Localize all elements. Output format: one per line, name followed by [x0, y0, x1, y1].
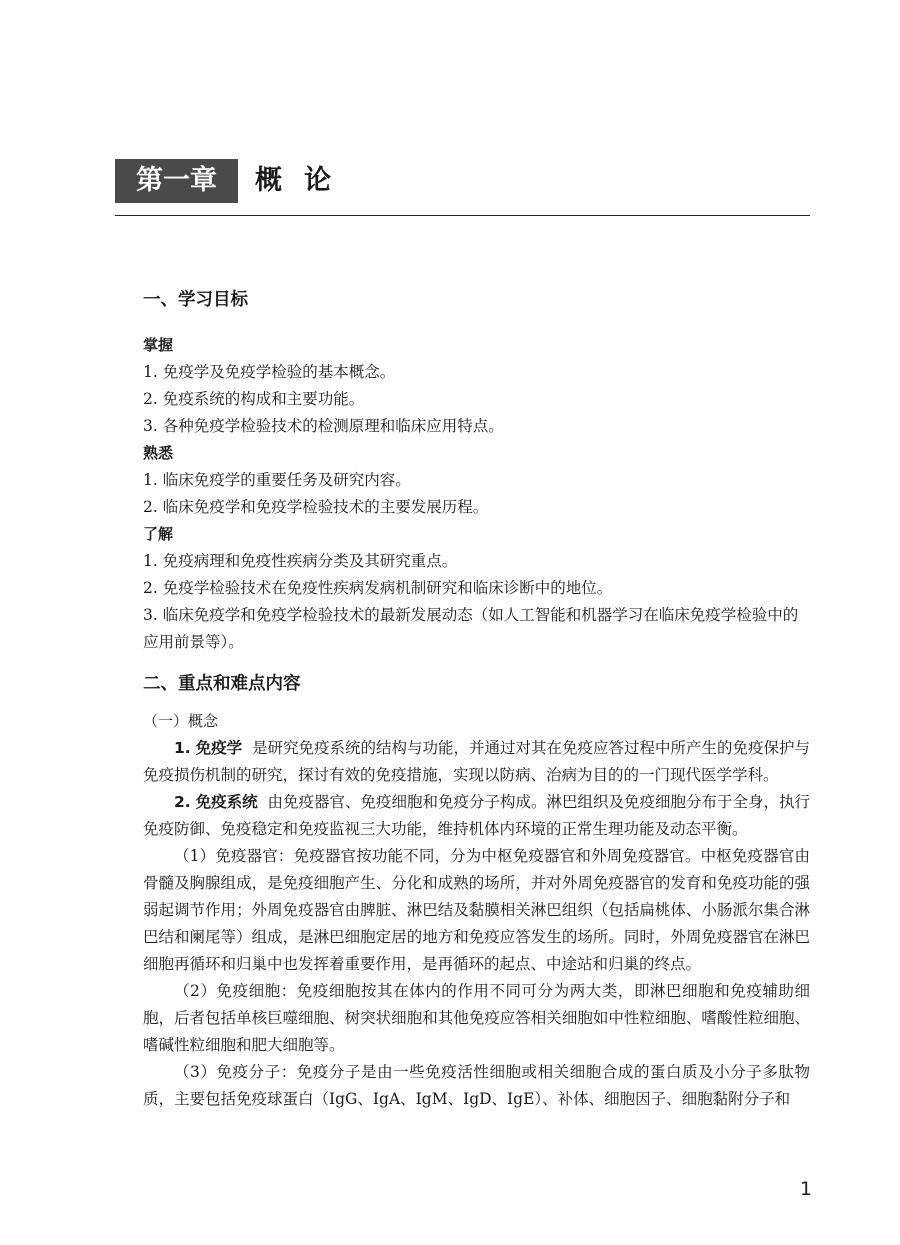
chapter-header	[115, 159, 810, 216]
paragraph-immune-organs: （1）免疫器官：免疫器官按功能不同，分为中枢免疫器官和外周免疫器官。中枢免疫器官由骨髓及胸腺组成，是免疫细胞产生、分化和成熟的场所，并对外周免疫器官的发育和免疫功能的强弱起调节作用；外周免疫器官由脾脏、淋巴结及黏膜相关淋巴组织（包括扁桃体、小肠派尔集合淋巴结和阑尾等）组成，是淋巴细胞定居的地方和免疫应答发生的场所。同时，外周免疫器官在淋巴细胞再循环和归巢中也发挥着重要作用，是再循环的起点、中途站和归巢的终点。	[143, 847, 810, 973]
subsection-concepts: （一）概念	[143, 712, 219, 730]
paragraph-immune-molecules: （3）免疫分子：免疫分子是由一些免疫活性细胞或相关细胞合成的蛋白质及小分子多肽物质，主要包括免疫球蛋白（IgG、IgA、IgM、IgD、IgE）、补体、细胞因子、细胞黏附分子和	[143, 1063, 810, 1108]
objective-heading-familiar: 熟悉	[143, 444, 174, 462]
term-immune-system: 免疫系统	[195, 793, 258, 811]
page-number: 1	[799, 1178, 812, 1200]
objective-item: 2. 临床免疫学和免疫学检验技术的主要发展历程。	[143, 498, 489, 516]
definition-immune-system	[143, 789, 810, 843]
chapter-label: 第一章	[115, 159, 238, 203]
objective-item: 2. 免疫系统的构成和主要功能。	[143, 390, 365, 408]
paragraph-immune-cells: （2）免疫细胞：免疫细胞按其在体内的作用不同可分为两大类，即淋巴细胞和免疫辅助细胞，后者包括单核巨噬细胞、树突状细胞和其他免疫应答相关细胞如中性粒细胞、嗜酸性粒细胞、嗜碱性粒细胞和肥大细胞等。	[143, 982, 810, 1054]
definition-number: 2.	[174, 793, 191, 811]
objective-item: 2. 免疫学检验技术在免疫性疾病发病机制研究和临床诊断中的地位。	[143, 579, 613, 597]
page-content	[143, 280, 810, 1113]
objective-item: 1. 临床免疫学的重要任务及研究内容。	[143, 471, 411, 489]
objective-item: 1. 免疫学及免疫学检验的基本概念。	[143, 363, 396, 381]
definition-text: 是研究免疫系统的结构与功能，并通过对其在免疫应答过程中所产生的免疫保护与免疫损伤机制的研究，探讨有效的免疫措施，实现以防病、治病为目的的一门现代医学学科。	[143, 739, 811, 784]
objective-item: 3. 临床免疫学和免疫学检验技术的最新发展动态（如人工智能和机器学习在临床免疫学检验中的应用前景等）。	[143, 606, 799, 651]
objective-item: 3. 各种免疫学检验技术的检测原理和临床应用特点。	[143, 417, 504, 435]
definition-text: 由免疫器官、免疫细胞和免疫分子构成。淋巴组织及免疫细胞分布于全身，执行免疫防御、免疫稳定和免疫监视三大功能，维持机体内环境的正常生理功能及动态平衡。	[143, 793, 811, 838]
section-title-learning-objectives: 一、学习目标	[143, 290, 248, 310]
objective-heading-master: 掌握	[143, 336, 174, 354]
chapter-title: 概论	[255, 165, 353, 196]
definition-number: 1.	[174, 739, 191, 757]
term-immunology: 免疫学	[195, 739, 243, 757]
section-title-key-points: 二、重点和难点内容	[143, 674, 301, 694]
definition-immunology	[143, 735, 810, 789]
objective-heading-understand: 了解	[143, 525, 174, 543]
objective-item: 1. 免疫病理和免疫性疾病分类及其研究重点。	[143, 552, 458, 570]
